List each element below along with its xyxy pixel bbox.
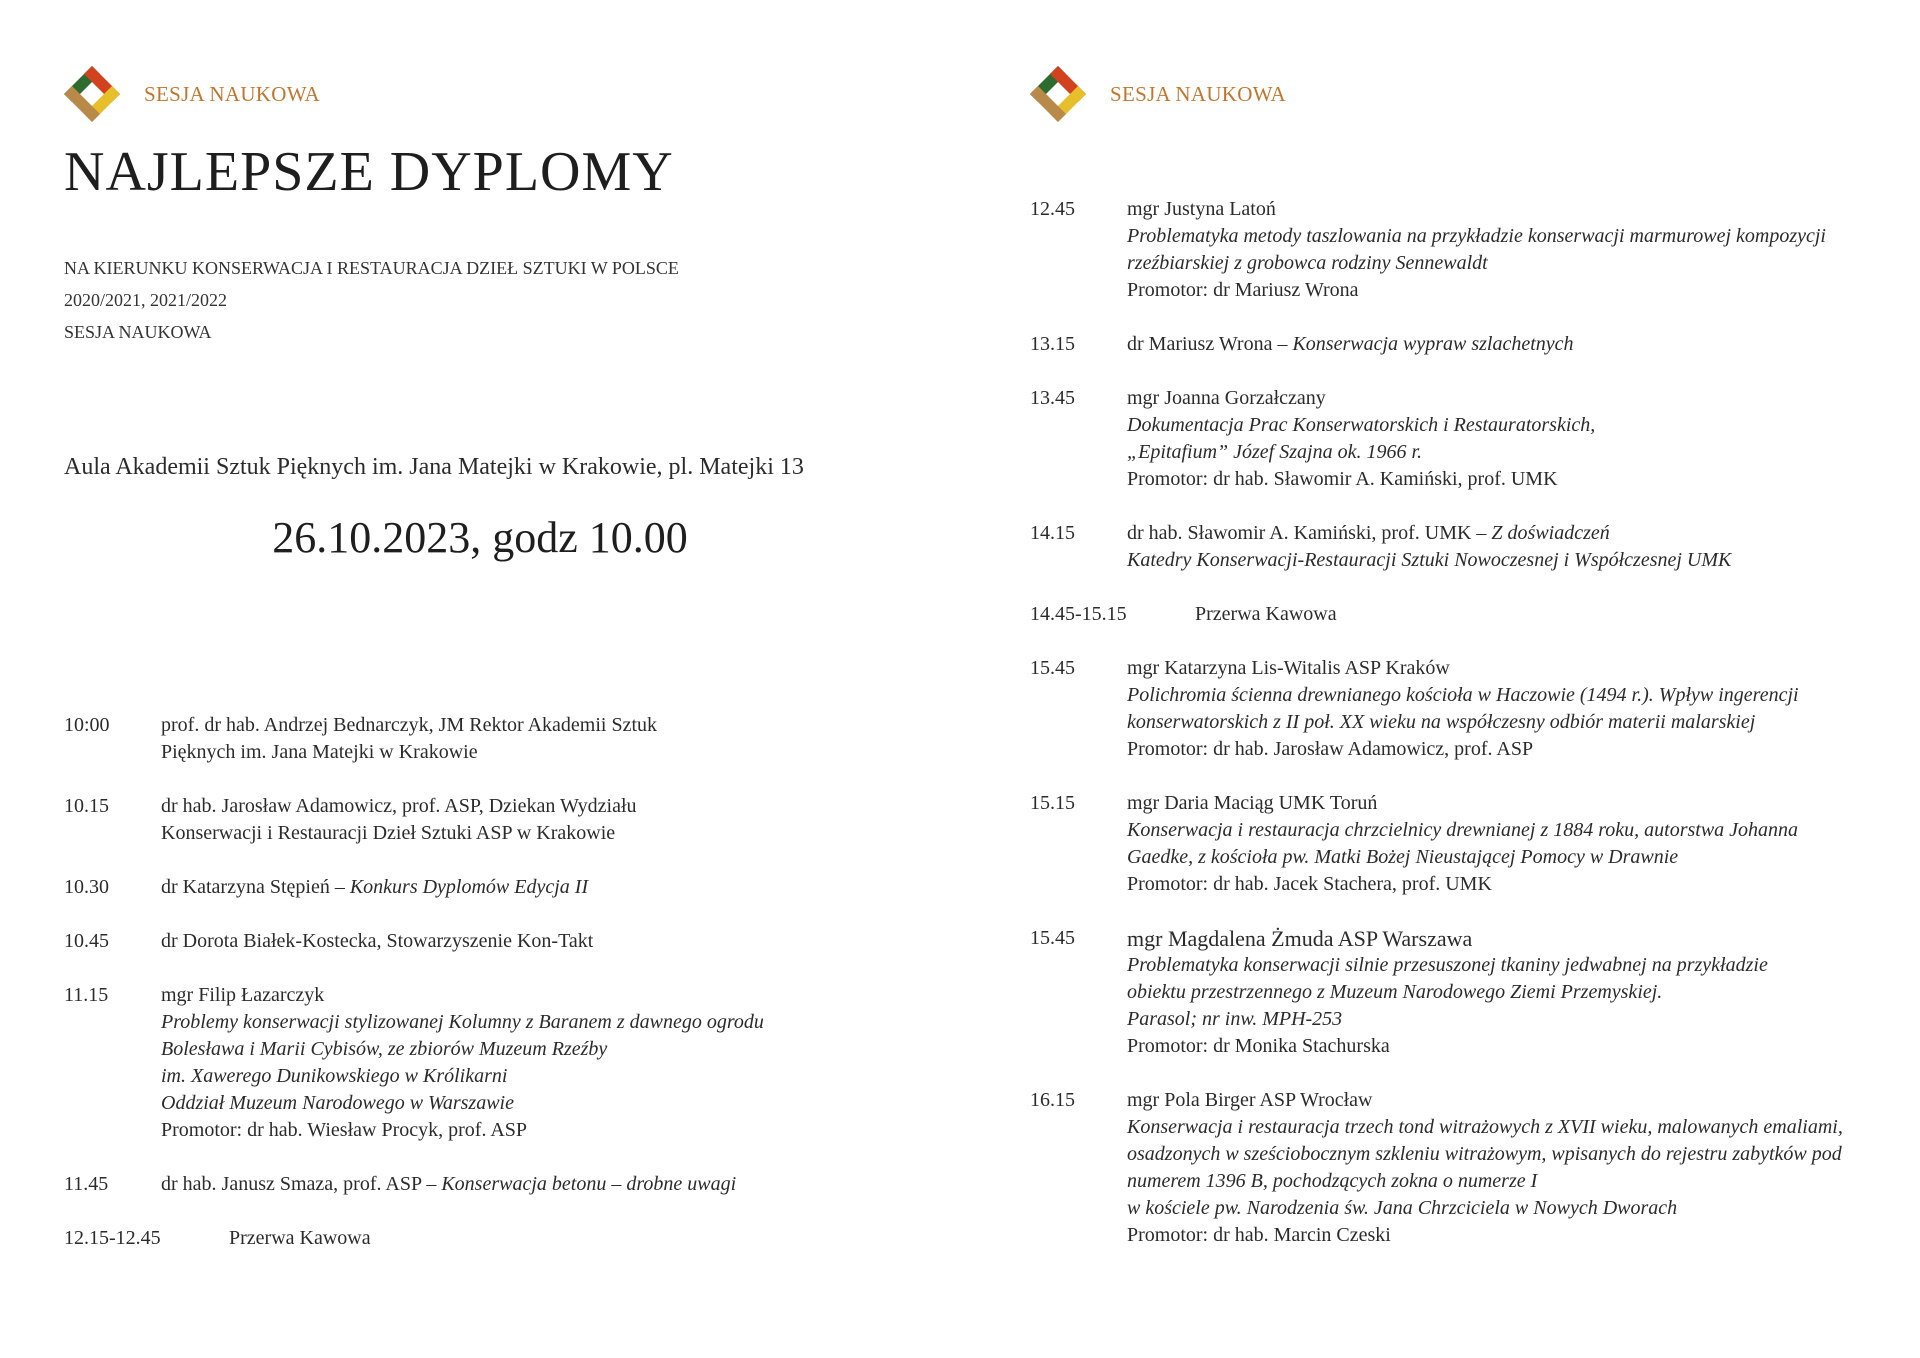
entry-line [1127,1168,1870,1195]
entry-time: 14.45-15.15 [1030,603,1127,625]
entry-italic-text: Polichromia ścienna drewnianego kościoła w Haczowie (1494 r.). Wpływ ingerencji [1127,684,1799,706]
entry-italic-text: rzeźbiarskiej z grobowca rodziny Sennewaldt [1127,252,1488,274]
entry-italic-text: Konserwacja wypraw szlachetnych [1292,333,1574,355]
entry-time: 10:00 [64,714,110,736]
conference-logo-icon [64,66,120,122]
schedule-entry [1030,655,1870,763]
entry-time: 10.30 [64,876,109,898]
entry-line [161,1090,924,1117]
entry-text: dr hab. Sławomir A. Kamiński, prof. UMK – [1127,522,1492,544]
entry-line [1127,979,1870,1006]
entry-line [161,739,924,766]
entry-line [1127,1087,1870,1114]
entry-line [1127,736,1870,763]
entry-body [1127,655,1870,763]
conference-logo-icon [1030,66,1086,122]
entry-time: 13.45 [1030,387,1075,409]
entry-body [1127,385,1870,493]
entry-line [1127,1195,1870,1222]
entry-italic-text: Parasol; nr inw. MPH-253 [1127,1008,1343,1030]
entry-text: mgr Katarzyna Lis-Witalis ASP Kraków [1127,657,1450,679]
schedule-entry [1030,196,1870,304]
entry-body [229,1225,924,1252]
entry-line [1127,196,1870,223]
subtitle-line: 2020/2021, 2021/2022 [64,290,228,310]
entry-text: Promotor: dr hab. Marcin Czeski [1127,1224,1391,1246]
schedule-list [1030,196,1870,1276]
venue: Aula Akademii Sztuk Pięknych im. Jana Matejki w Krakowie, pl. Matejki 13 [64,454,804,480]
entry-italic-text: Konserwacja i restauracja chrzcielnicy drewnianej z 1884 roku, autorstwa Johanna [1127,819,1799,841]
entry-line [161,1009,924,1036]
entry-text: prof. dr hab. Andrzej Bednarczyk, JM Rektor Akademii Sztuk [161,714,657,736]
entry-italic-text: Problematyka metody taszlowania na przykładzie konserwacji marmurowej kompozycji [1127,225,1826,247]
entry-line [161,982,924,1009]
entry-text: Przerwa Kawowa [229,1227,371,1249]
entry-line [161,928,924,955]
entry-text: Promotor: dr hab. Sławomir A. Kamiński, prof. UMK [1127,468,1558,490]
entry-line [161,874,924,901]
entry-text: Promotor: dr Mariusz Wrona [1127,279,1359,301]
entry-italic-text: obiektu przestrzennego z Muzeum Narodowego Ziemi Przemyskiej. [1127,981,1663,1003]
entry-line [1127,952,1870,979]
schedule-entry [64,874,924,901]
entry-italic-text: Konserwacja betonu – drobne uwagi [441,1173,737,1195]
entry-line [161,1036,924,1063]
entry-line [1127,790,1870,817]
right-page [960,0,1920,1358]
event-date: 26.10.2023, godz 10.00 [272,513,688,562]
entry-line [161,1171,924,1198]
page-header [1030,64,1286,124]
entry-body [1127,790,1870,898]
entry-line [1127,655,1870,682]
entry-line [161,820,924,847]
entry-body [1127,1087,1870,1249]
entry-text: mgr Pola Birger ASP Wrocław [1127,1089,1373,1111]
entry-time: 15.15 [1030,792,1075,814]
entry-body [1127,925,1870,1060]
schedule-entry [1030,601,1870,628]
entry-line [1127,385,1870,412]
entry-line [1127,439,1870,466]
schedule-entry [64,928,924,955]
entry-line [1127,331,1870,358]
header-label: SESJA NAUKOWA [1110,81,1287,106]
entry-line [1127,1033,1870,1060]
entry-line [1127,817,1870,844]
schedule-entry [1030,790,1870,898]
schedule-entry [1030,385,1870,493]
entry-text: dr Dorota Białek-Kostecka, Stowarzyszenie Kon-Takt [161,930,594,952]
entry-line [1127,925,1870,952]
entry-body [1195,601,1870,628]
schedule-entry [1030,1087,1870,1249]
entry-text: Pięknych im. Jana Matejki w Krakowie [161,741,478,763]
entry-text: Konserwacji i Restauracji Dzieł Sztuki ASP w Krakowie [161,822,616,844]
entry-text: Promotor: dr hab. Wiesław Procyk, prof. ASP [161,1119,528,1141]
entry-line [1127,223,1870,250]
entry-body [1127,520,1870,574]
entry-line [1127,1114,1870,1141]
schedule-entry [64,712,924,766]
entry-text: mgr Daria Maciąg UMK Toruń [1127,792,1378,814]
header-label: SESJA NAUKOWA [144,81,321,106]
entry-italic-text: Problemy konserwacji stylizowanej Kolumny z Baranem z dawnego ogrodu [161,1011,764,1033]
schedule-list [64,712,924,1279]
entry-line [1127,871,1870,898]
entry-text: dr Mariusz Wrona – [1127,333,1293,355]
entry-italic-text: Problematyka konserwacji silnie przesuszonej tkaniny jedwabnej na przykładzie [1127,954,1768,976]
entry-line [161,1117,924,1144]
entry-italic-text: Z doświadczeń [1491,522,1610,544]
subtitle-line: SESJA NAUKOWA [64,322,212,342]
entry-italic-text: Konserwacja i restauracja trzech tond witrażowych z XVII wieku, malowanych emaliami, [1127,1116,1843,1138]
entry-time: 11.15 [64,984,109,1006]
entry-line [1127,466,1870,493]
entry-italic-text: osadzonych w sześciobocznym szkleniu witrażowym, wpisanych do rejestru zabytków pod [1127,1143,1842,1165]
schedule-entry [64,982,924,1144]
entry-time: 11.45 [64,1173,109,1195]
page-header [64,64,320,124]
entry-time: 16.15 [1030,1089,1075,1111]
entry-time: 10.45 [64,930,109,952]
entry-italic-text: konserwatorskich z II poł. XX wieku na współczesny odbiór materii malarskiej [1127,711,1756,733]
entry-line [1127,250,1870,277]
schedule-entry [64,1171,924,1198]
entry-time: 13.15 [1030,333,1075,355]
entry-text: mgr Magdalena Żmuda ASP Warszawa [1127,926,1473,951]
page-title: NAJLEPSZE DYPLOMY [64,141,674,203]
entry-body [161,982,924,1144]
entry-text: dr Katarzyna Stępień – [161,876,350,898]
schedule-entry [1030,520,1870,574]
entry-time: 15.45 [1030,927,1075,949]
subtitle-block [64,252,679,348]
entry-time: 12.15-12.45 [64,1227,161,1249]
entry-italic-text: Konkurs Dyplomów Edycja II [349,876,589,898]
schedule-entry [1030,925,1870,1060]
subtitle-line: NA KIERUNKU KONSERWACJA I RESTAURACJA DZIEŁ SZTUKI W POLSCE [64,258,679,278]
entry-italic-text: Oddział Muzeum Narodowego w Warszawie [161,1092,514,1114]
entry-line [1127,1141,1870,1168]
entry-time: 10.15 [64,795,109,817]
entry-text: Przerwa Kawowa [1195,603,1337,625]
entry-body [161,928,924,955]
entry-time: 14.15 [1030,522,1075,544]
entry-text: Promotor: dr Monika Stachurska [1127,1035,1390,1057]
entry-italic-text: Katedry Konserwacji-Restauracji Sztuki Nowoczesnej i Współczesnej UMK [1127,549,1732,571]
entry-line [161,1063,924,1090]
entry-italic-text: Bolesława i Marii Cybisów, ze zbiorów Muzeum Rzeźby [161,1038,608,1060]
entry-line [161,793,924,820]
entry-line [1127,682,1870,709]
entry-line [1127,547,1870,574]
entry-time: 15.45 [1030,657,1075,679]
entry-body [1127,331,1870,358]
entry-time: 12.45 [1030,198,1075,220]
entry-italic-text: Dokumentacja Prac Konserwatorskich i Restauratorskich, [1127,414,1596,436]
schedule-entry [1030,331,1870,358]
entry-line [161,712,924,739]
entry-line [1195,601,1870,628]
entry-line [1127,1222,1870,1249]
entry-italic-text: „Epitafium” Józef Szajna ok. 1966 r. [1127,441,1423,463]
entry-body [161,793,924,847]
entry-body [161,712,924,766]
entry-italic-text: Gaedke, z kościoła pw. Matki Bożej Nieustającej Pomocy w Drawnie [1127,846,1679,868]
entry-italic-text: im. Xawerego Dunikowskiego w Królikarni [161,1065,508,1087]
entry-line [229,1225,924,1252]
entry-italic-text: numerem 1396 B, pochodzących zokna o numerze I [1127,1170,1538,1192]
entry-line [1127,412,1870,439]
entry-text: mgr Filip Łazarczyk [161,984,325,1006]
schedule-entry [64,1225,924,1252]
entry-text: Promotor: dr hab. Jacek Stachera, prof. UMK [1127,873,1492,895]
entry-body [1127,196,1870,304]
entry-line [1127,1006,1870,1033]
entry-body [161,1171,924,1198]
entry-italic-text: w kościele pw. Narodzenia św. Jana Chrzciciela w Nowych Dworach [1127,1197,1678,1219]
entry-body [161,874,924,901]
entry-text: Promotor: dr hab. Jarosław Adamowicz, prof. ASP [1127,738,1534,760]
schedule-entry [64,793,924,847]
entry-line [1127,844,1870,871]
entry-text: mgr Justyna Latoń [1127,198,1276,220]
entry-line [1127,709,1870,736]
entry-line [1127,520,1870,547]
entry-text: dr hab. Janusz Smaza, prof. ASP – [161,1173,442,1195]
entry-text: mgr Joanna Gorzałczany [1127,387,1326,409]
entry-text: dr hab. Jarosław Adamowicz, prof. ASP, Dziekan Wydziału [161,795,637,817]
entry-line [1127,277,1870,304]
